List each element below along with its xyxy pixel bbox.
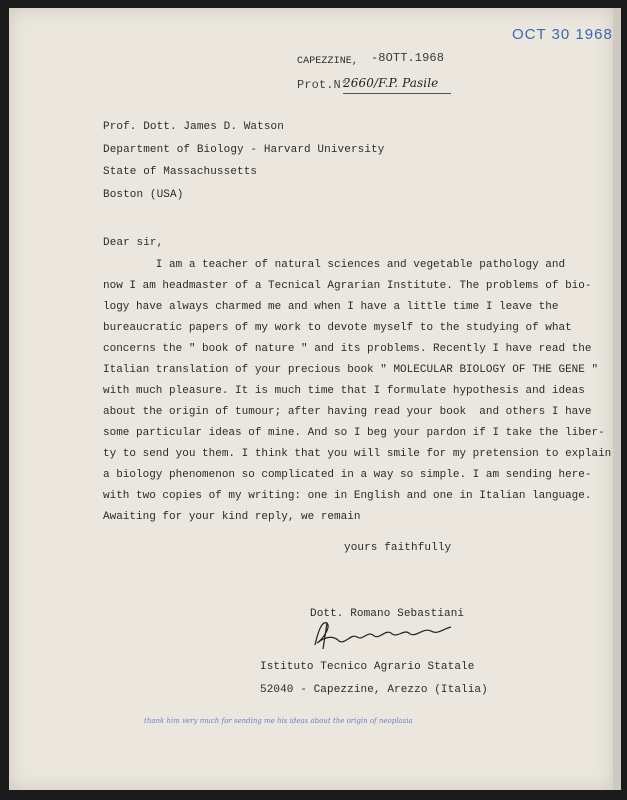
body-line: ty to send you them. I think that you will smile for my pretension to explain <box>103 448 612 460</box>
salutation: Dear sir, <box>103 237 164 249</box>
body-line: logy have always charmed me and when I have a little time I leave the <box>103 301 559 313</box>
body-line: bureaucratic papers of my work to devote myself to the studying of what <box>103 322 572 334</box>
header-date-stamp: -8OTT.1968 <box>371 51 445 65</box>
body-line: concerns the " book of nature " and its problems. Recently I have read the <box>103 343 592 355</box>
body-line: with two copies of my writing: one in English and one in Italian language. <box>103 490 592 502</box>
body-line: now I am headmaster of a Tecnical Agrarian Institute. The problems of bio- <box>103 280 592 292</box>
protocol-number: 2660/F.P. Pasile <box>343 76 439 90</box>
body-line: about the origin of tumour; after having read your book and others I have <box>103 406 592 418</box>
body-line: some particular ideas of mine. And so I beg your pardon if I take the liber- <box>103 427 605 439</box>
body-line: with much pleasure. It is much time that I formulate hypothesis and ideas <box>103 385 585 397</box>
header-place: CAPEZZINE, <box>297 56 359 67</box>
protocol-label: Prot.N° <box>297 78 349 92</box>
closing: yours faithfully <box>344 542 452 554</box>
body-line: a biology phenomenon so complicated in a way so simple. I am sending here- <box>103 469 592 481</box>
pencil-annotation: thank him very much for sending me his ideas about the origin of neoplasia <box>144 717 413 725</box>
handwritten-signature <box>305 615 465 655</box>
recipient-line-1: Prof. Dott. James D. Watson <box>103 121 284 133</box>
page-edge <box>613 8 621 790</box>
protocol-underline <box>343 93 451 94</box>
body-line: I am a teacher of natural sciences and vegetable pathology and <box>103 259 566 271</box>
received-date-stamp: OCT 30 1968 <box>512 26 613 43</box>
institute-name: Istituto Tecnico Agrario Statale <box>260 661 475 673</box>
recipient-line-2: Department of Biology - Harvard University <box>103 144 385 156</box>
body-line: Italian translation of your precious book " MOLECULAR BIOLOGY OF THE GENE " <box>103 364 599 376</box>
body-line: Awaiting for your kind reply, we remain <box>103 511 361 523</box>
signatory-name: Dott. Romano Sebastiani <box>310 608 465 620</box>
institute-address: 52040 - Capezzine, Arezzo (Italia) <box>260 684 488 696</box>
recipient-line-3: State of Massachussetts <box>103 166 258 178</box>
recipient-line-4: Boston (USA) <box>103 189 184 201</box>
